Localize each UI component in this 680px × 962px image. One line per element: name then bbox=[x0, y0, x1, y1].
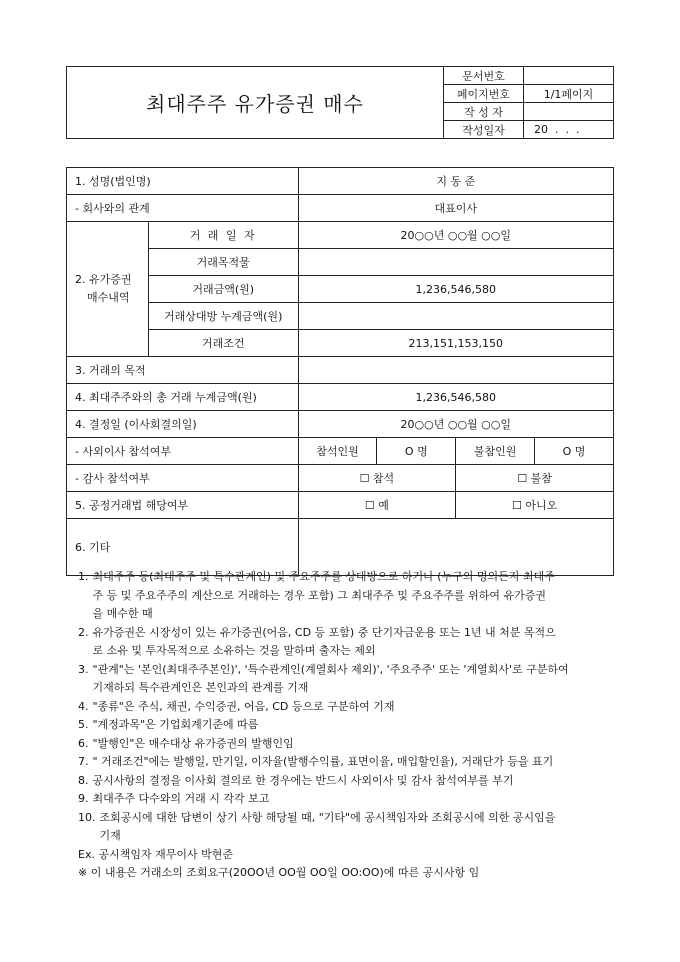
absent-value[interactable]: O 명 bbox=[535, 438, 614, 465]
note-line: 기재하되 특수관계인은 본인과의 관계를 기재 bbox=[92, 681, 309, 694]
date-label: 작성일자 bbox=[444, 121, 524, 139]
decision-date-label: 4. 결정일 (이사회결의일) bbox=[67, 411, 299, 438]
note-item bbox=[78, 790, 620, 809]
attend-value[interactable]: O 명 bbox=[377, 438, 456, 465]
note-item bbox=[78, 568, 620, 624]
note-line: "발행인"은 매수대상 유가증권의 발행인임 bbox=[92, 736, 294, 750]
fair-trade-no-checkbox[interactable]: ☐ 아니오 bbox=[456, 492, 614, 519]
trade-amount-label: 거래금액(원) bbox=[148, 276, 298, 303]
note-line: 최대주주 다수와의 거래 시 각각 보고 bbox=[92, 792, 270, 805]
author-value bbox=[524, 103, 614, 121]
note-line: 을 매수한 때 bbox=[92, 607, 153, 620]
total-cum-value: 1,236,546,580 bbox=[298, 384, 613, 411]
note-item bbox=[78, 716, 620, 735]
trade-amount-value: 1,236,546,580 bbox=[298, 276, 613, 303]
auditor-label: - 감사 참석여부 bbox=[67, 465, 299, 492]
trade-date-value: 20○○년 ○○월 ○○일 bbox=[298, 222, 613, 249]
etc-label: 6. 기타 bbox=[67, 519, 299, 576]
trade-date-label: 거 래 일 자 bbox=[148, 222, 298, 249]
note-line: "계정과목"은 기업회계기준에 따름 bbox=[92, 718, 259, 731]
note-item bbox=[78, 772, 620, 791]
note-number: 2. bbox=[78, 625, 89, 639]
fair-trade-label: 5. 공정거래법 해당여부 bbox=[67, 492, 299, 519]
note-line: 기재 bbox=[99, 829, 121, 842]
purchase-group-label-line1: 2. 유가증권 bbox=[75, 273, 132, 286]
doc-no-label: 문서번호 bbox=[444, 67, 524, 85]
page-title: 최대주주 유가증권 매수 bbox=[67, 67, 444, 139]
remark-line: ※ 이 내용은 거래소의 조회요구(20OO년 OO월 OO일 OO:OO)에 따른 공시사항 임 bbox=[78, 866, 480, 879]
relation-label: - 회사와의 관계 bbox=[67, 195, 299, 222]
name-label: 1. 성명(법인명) bbox=[67, 168, 299, 195]
name-value: 지 동 준 bbox=[298, 168, 613, 195]
auditor-absent-checkbox[interactable]: ☐ 불참 bbox=[456, 465, 614, 492]
page-no-label: 페이지번호 bbox=[444, 85, 524, 103]
note-item bbox=[78, 698, 620, 717]
note-number: 4. bbox=[78, 699, 89, 713]
example-line: Ex. 공시책임자 재무이사 박현준 bbox=[78, 847, 233, 861]
counterparty-cum-label: 거래상대방 누계금액(원) bbox=[148, 303, 298, 330]
purchase-group-label-line2: 매수내역 bbox=[87, 291, 130, 304]
trade-terms-label: 거래조건 bbox=[148, 330, 298, 357]
auditor-attend-checkbox[interactable]: ☐ 참석 bbox=[298, 465, 456, 492]
note-line: " 거래조건"에는 발행일, 만기일, 이자율(발행수익률, 표면이율, 매입할인율), 거래단가 등을 표기 bbox=[92, 755, 554, 768]
note-item bbox=[78, 661, 620, 698]
header-table bbox=[66, 66, 614, 139]
fair-trade-yes-checkbox[interactable]: ☐ 예 bbox=[298, 492, 456, 519]
total-cum-label: 4. 최대주주와의 총 거래 누계금액(원) bbox=[67, 384, 299, 411]
note-line: "종류"은 주식, 채권, 수익증권, 어음, CD 등으로 구분하여 기재 bbox=[92, 699, 395, 713]
note-number: 7. bbox=[78, 755, 89, 768]
note-number: 3. bbox=[78, 662, 89, 676]
trade-object-value bbox=[298, 249, 613, 276]
note-number: 10. bbox=[78, 810, 96, 824]
note-item bbox=[78, 624, 620, 661]
etc-value[interactable] bbox=[298, 519, 613, 576]
note-number: 1. bbox=[78, 570, 89, 583]
decision-date-value: 20○○년 ○○월 ○○일 bbox=[298, 411, 613, 438]
purpose-value bbox=[298, 357, 613, 384]
note-line: 조회공시에 대한 답변이 상기 사항 해당될 때, "기타"에 공시책임자와 조회공시에 의한 공시임을 bbox=[99, 810, 556, 824]
attend-label: 참석인원 bbox=[298, 438, 377, 465]
note-line: 공시사항의 결정을 이사회 결의로 한 경우에는 반드시 사외이사 및 감사 참석여부를 부기 bbox=[92, 773, 514, 787]
disclosure-form-table bbox=[66, 167, 614, 576]
counterparty-cum-value bbox=[298, 303, 613, 330]
note-number: 8. bbox=[78, 773, 89, 787]
notes-section bbox=[78, 568, 620, 883]
note-line: 최대주주 등(최대주주 및 특수관계인) 및 주요주주를 상대방으로 하거나 (누구의 명의든지 최대주 bbox=[92, 570, 555, 583]
note-line: "관계"는 '본인(최대주주본인)', '특수관계인(계열회사 제외)', '주요주주' 또는 '계열회사'로 구분하여 bbox=[92, 662, 569, 676]
purpose-label: 3. 거래의 목적 bbox=[67, 357, 299, 384]
date-value: 20 . . . bbox=[524, 121, 614, 139]
trade-object-label: 거래목적물 bbox=[148, 249, 298, 276]
note-number: 6. bbox=[78, 736, 89, 750]
note-number: 5. bbox=[78, 718, 89, 731]
relation-value: 대표이사 bbox=[298, 195, 613, 222]
page-no-value: 1/1페이지 bbox=[524, 85, 614, 103]
note-number: 9. bbox=[78, 792, 89, 805]
author-label: 작 성 자 bbox=[444, 103, 524, 121]
note-line: 주 등 및 주요주주의 계산으로 거래하는 경우 포함) 그 최대주주 및 주요주주를 위하여 유가증권 bbox=[92, 588, 547, 602]
note-line: 로 소유 및 투자목적으로 소유하는 것을 말하며 출자는 제외 bbox=[92, 644, 376, 657]
purchase-group-label bbox=[67, 222, 149, 357]
outside-director-label: - 사외이사 참석여부 bbox=[67, 438, 299, 465]
note-item bbox=[78, 735, 620, 754]
trade-terms-value: 213,151,153,150 bbox=[298, 330, 613, 357]
note-line: 유가증권은 시장성이 있는 유가증권(어음, CD 등 포함) 중 단기자금운용 또는 1년 내 처분 목적으 bbox=[92, 625, 556, 639]
absent-label: 불참인원 bbox=[456, 438, 535, 465]
doc-no-value bbox=[524, 67, 614, 85]
note-item bbox=[78, 809, 620, 846]
note-item bbox=[78, 753, 620, 772]
